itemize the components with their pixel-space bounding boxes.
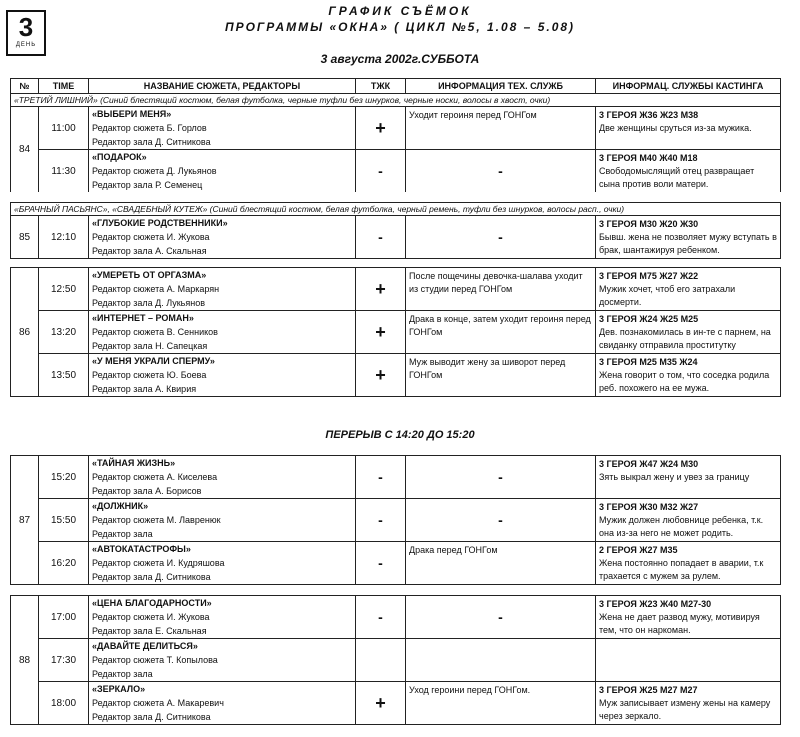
table-row xyxy=(11,456,781,499)
break-line: ПЕРЕРЫВ С 14:20 ДО 15:20 xyxy=(325,429,475,441)
story-editor: Редактор сюжета А. Маркарян xyxy=(92,284,220,294)
cast-description: Мужик хочет, чтоб его затрахали досмерти. xyxy=(599,284,736,307)
schedule-table-bottom xyxy=(10,455,781,725)
hall-editor: Редактор зала xyxy=(92,529,153,539)
row-story xyxy=(89,311,356,354)
row-time: 13:20 xyxy=(39,311,89,354)
story-editor: Редактор сюжета Д. Лукьянов xyxy=(92,166,217,176)
story-editor: Редактор сюжета А. Макаревич xyxy=(92,698,224,708)
row-cast xyxy=(596,216,781,259)
row-tjk: - xyxy=(356,596,406,639)
segment-title-2: «БРАЧНЫЙ ПАСЬЯНС», «СВАДЕБНЫЙ КУТЕЖ» (Синий блестящий костюм, белая футболка, черный ремень, туфли без шнурков, волосы расп., очки) xyxy=(11,203,781,216)
hall-editor: Редактор зала xyxy=(92,669,153,679)
row-story xyxy=(89,150,356,196)
story-title: «УМЕРЕТЬ ОТ ОРГАЗМА» xyxy=(92,270,207,280)
hall-editor: Редактор зала А. Скальная xyxy=(92,246,207,256)
cast-heroes: 3 ГЕРОЯ М40 Ж40 М18 xyxy=(599,153,698,163)
cast-heroes: 3 ГЕРОЯ Ж24 Ж25 М25 xyxy=(599,314,699,324)
row-cast xyxy=(596,354,781,397)
row-tech: Уход героини перед ГОНГом. xyxy=(406,682,596,725)
day-number: 3 xyxy=(18,12,34,42)
cast-heroes: 3 ГЕРОЯ М30 Ж20 Ж30 xyxy=(599,219,699,229)
story-title: «ГЛУБОКИЕ РОДСТВЕННИКИ» xyxy=(92,218,228,228)
cast-heroes: 2 ГЕРОЯ Ж27 М35 xyxy=(599,545,678,555)
story-editor: Редактор сюжета И. Кудряшова xyxy=(92,558,225,568)
row-tech: - xyxy=(406,150,596,196)
row-cast xyxy=(596,639,781,682)
cast-description: Жена не дает развод мужу, мотивируя тем, что он наркоман. xyxy=(599,612,760,635)
header-tjk: ТЖК xyxy=(356,79,406,94)
story-title: «ЗЕРКАЛО» xyxy=(92,684,146,694)
table-header xyxy=(11,79,781,94)
row-time: 11:30 xyxy=(39,150,89,196)
row-tjk: - xyxy=(356,456,406,499)
row-tech: После пощечины девочка-шалава уходит из студии перед ГОНГом xyxy=(406,268,596,311)
story-editor: Редактор сюжета Т. Копылова xyxy=(92,655,218,665)
row-number: 85 xyxy=(11,216,39,259)
row-cast xyxy=(596,542,781,585)
row-tech: Драка в конце, затем уходит героиня перед ГОНГом xyxy=(406,311,596,354)
row-story xyxy=(89,216,356,259)
header-story: НАЗВАНИЕ СЮЖЕТА, РЕДАКТОРЫ xyxy=(89,79,356,94)
row-story xyxy=(89,682,356,725)
table-row xyxy=(11,542,781,585)
table-row xyxy=(11,107,781,150)
row-tech: - xyxy=(406,216,596,259)
row-tjk: - xyxy=(356,216,406,259)
row-number: 86 xyxy=(11,268,39,397)
row-time: 18:00 xyxy=(39,682,89,725)
cast-description: Мужик должен любовнице ребенка, т.к. она из-за него не может родить. xyxy=(599,515,764,538)
row-story xyxy=(89,499,356,542)
row-time: 12:10 xyxy=(39,216,89,259)
row-tjk: + xyxy=(356,354,406,397)
hall-editor: Редактор зала Д. Ситникова xyxy=(92,137,211,147)
row-tjk: + xyxy=(356,107,406,150)
cast-heroes: 3 ГЕРОЯ Ж36 Ж23 М38 xyxy=(599,110,699,120)
row-tech: - xyxy=(406,499,596,542)
cast-description: Зять выкрал жену и увез за границу xyxy=(599,472,750,482)
row-cast xyxy=(596,596,781,639)
row-story xyxy=(89,596,356,639)
row-story xyxy=(89,354,356,397)
story-title: «ДАВАЙТЕ ДЕЛИТЬСЯ» xyxy=(92,641,198,651)
cast-heroes: 3 ГЕРОЯ Ж30 М32 Ж27 xyxy=(599,502,699,512)
row-number: 84 xyxy=(11,107,39,196)
cast-description: Бывш. жена не позволяет мужу вступать в брак, шантажируя ребенком. xyxy=(599,232,777,255)
hall-editor: Редактор зала Е. Скальная xyxy=(92,626,207,636)
row-cast xyxy=(596,682,781,725)
date-line: 3 августа 2002г.СУББОТА xyxy=(320,52,480,66)
story-title: «ТАЙНАЯ ЖИЗНЬ» xyxy=(92,458,176,468)
cast-heroes: 3 ГЕРОЯ Ж47 Ж24 М30 xyxy=(599,459,699,469)
story-editor: Редактор сюжета И. Жукова xyxy=(92,232,210,242)
row-time: 16:20 xyxy=(39,542,89,585)
table-row xyxy=(11,499,781,542)
story-title: «АВТОКАТАСТРОФЫ» xyxy=(92,544,191,554)
story-title: «ДОЛЖНИК» xyxy=(92,501,149,511)
segment-title-1: «ТРЕТИЙ ЛИШНИЙ» (Синий блестящий костюм, белая футболка, черные туфли без шнурков, черные носки, волосы в хвост, очки) xyxy=(11,94,781,107)
story-title: «ПОДАРОК» xyxy=(92,152,147,162)
row-time: 11:00 xyxy=(39,107,89,150)
row-tjk: - xyxy=(356,150,406,196)
row-tjk: - xyxy=(356,499,406,542)
cast-description: Дев. познакомилась в ин-те с парнем, на свиданку отправила проститутку xyxy=(599,327,771,350)
row-tjk: + xyxy=(356,268,406,311)
table-row xyxy=(11,268,781,311)
row-time: 15:50 xyxy=(39,499,89,542)
story-editor: Редактор сюжета А. Киселева xyxy=(92,472,218,482)
hall-editor: Редактор зала Д. Ситникова xyxy=(92,712,211,722)
row-cast xyxy=(596,268,781,311)
table-row xyxy=(11,354,781,397)
day-label: ДЕНЬ xyxy=(15,42,37,48)
hall-editor: Редактор зала А. Борисов xyxy=(92,486,202,496)
hall-editor: Редактор зала Д. Ситникова xyxy=(92,572,211,582)
cast-description: Муж записывает измену жены на камеру через зеркало. xyxy=(599,698,771,721)
hall-editor: Редактор зала Н. Сапецкая xyxy=(92,341,208,351)
cast-description: Две женщины сруться из-за мужика. xyxy=(599,123,752,133)
table-row xyxy=(11,639,781,682)
row-time: 13:50 xyxy=(39,354,89,397)
table-row xyxy=(11,682,781,725)
row-story xyxy=(89,639,356,682)
row-story xyxy=(89,456,356,499)
row-tjk: + xyxy=(356,682,406,725)
header-num: № xyxy=(11,79,39,94)
table-row xyxy=(11,311,781,354)
schedule-table-top xyxy=(10,78,781,397)
story-title: «ИНТЕРНЕТ – РОМАН» xyxy=(92,313,194,323)
row-time: 12:50 xyxy=(39,268,89,311)
row-number: 88 xyxy=(11,596,39,725)
row-time: 17:30 xyxy=(39,639,89,682)
table-row xyxy=(11,216,781,259)
row-story xyxy=(89,107,356,150)
row-tjk: + xyxy=(356,311,406,354)
table-row xyxy=(11,150,781,196)
row-time: 15:20 xyxy=(39,456,89,499)
cast-description: Жена постоянно попадает в аварии, т.к трахается с мужем за рулем. xyxy=(599,558,764,581)
row-tech: Драка перед ГОНГом xyxy=(406,542,596,585)
header-tech: ИНФОРМАЦИЯ ТЕХ. СЛУЖБ xyxy=(406,79,596,94)
row-tech: - xyxy=(406,456,596,499)
cast-heroes: 3 ГЕРОЯ М25 М35 Ж24 xyxy=(599,357,698,367)
cast-heroes: 3 ГЕРОЯ Ж25 М27 М27 xyxy=(599,685,698,695)
row-cast xyxy=(596,107,781,150)
row-cast xyxy=(596,499,781,542)
story-title: «ВЫБЕРИ МЕНЯ» xyxy=(92,109,172,119)
header-cast: ИНФОРМАЦ. СЛУЖБЫ КАСТИНГА xyxy=(596,79,781,94)
story-editor: Редактор сюжета Б. Горлов xyxy=(92,123,207,133)
row-tech: - xyxy=(406,596,596,639)
cast-description: Свободомыслящий отец развращает сына против воли матери. xyxy=(599,166,755,189)
story-title: «ЦЕНА БЛАГОДАРНОСТИ» xyxy=(92,598,212,608)
story-editor: Редактор сюжета Ю. Боева xyxy=(92,370,207,380)
row-tjk xyxy=(356,639,406,682)
cast-description: Жена говорит о том, что соседка родила реб. похожего на ее мужа. xyxy=(599,370,770,393)
row-story xyxy=(89,268,356,311)
cast-heroes: 3 ГЕРОЯ М75 Ж27 Ж22 xyxy=(599,271,699,281)
title-line1: ГРАФИК СЪЁМОК xyxy=(328,4,472,18)
hall-editor: Редактор зала А. Квирия xyxy=(92,384,197,394)
row-time: 17:00 xyxy=(39,596,89,639)
header-time: TIME xyxy=(39,79,89,94)
cast-heroes: 3 ГЕРОЯ Ж23 Ж40 М27-30 xyxy=(599,599,712,609)
story-editor: Редактор сюжета И. Жукова xyxy=(92,612,210,622)
row-story xyxy=(89,542,356,585)
table-row xyxy=(11,596,781,639)
title-line2: ПРОГРАММЫ «ОКНА» ( ЦИКЛ №5, 1.08 – 5.08) xyxy=(224,20,576,34)
row-tech: Муж выводит жену за шиворот перед ГОНГом xyxy=(406,354,596,397)
hall-editor: Редактор зала Р. Семенец xyxy=(92,180,203,190)
story-editor: Редактор сюжета В. Сенников xyxy=(92,327,218,337)
row-cast xyxy=(596,311,781,354)
row-cast xyxy=(596,456,781,499)
row-tjk: - xyxy=(356,542,406,585)
story-editor: Редактор сюжета М. Лавренюк xyxy=(92,515,221,525)
hall-editor: Редактор зала Д. Лукьянов xyxy=(92,298,205,308)
story-title: «У МЕНЯ УКРАЛИ СПЕРМУ» xyxy=(92,356,215,366)
row-cast xyxy=(596,150,781,196)
row-number: 87 xyxy=(11,456,39,585)
row-tech: Уходит героиня перед ГОНГом xyxy=(406,107,596,150)
row-tech xyxy=(406,639,596,682)
